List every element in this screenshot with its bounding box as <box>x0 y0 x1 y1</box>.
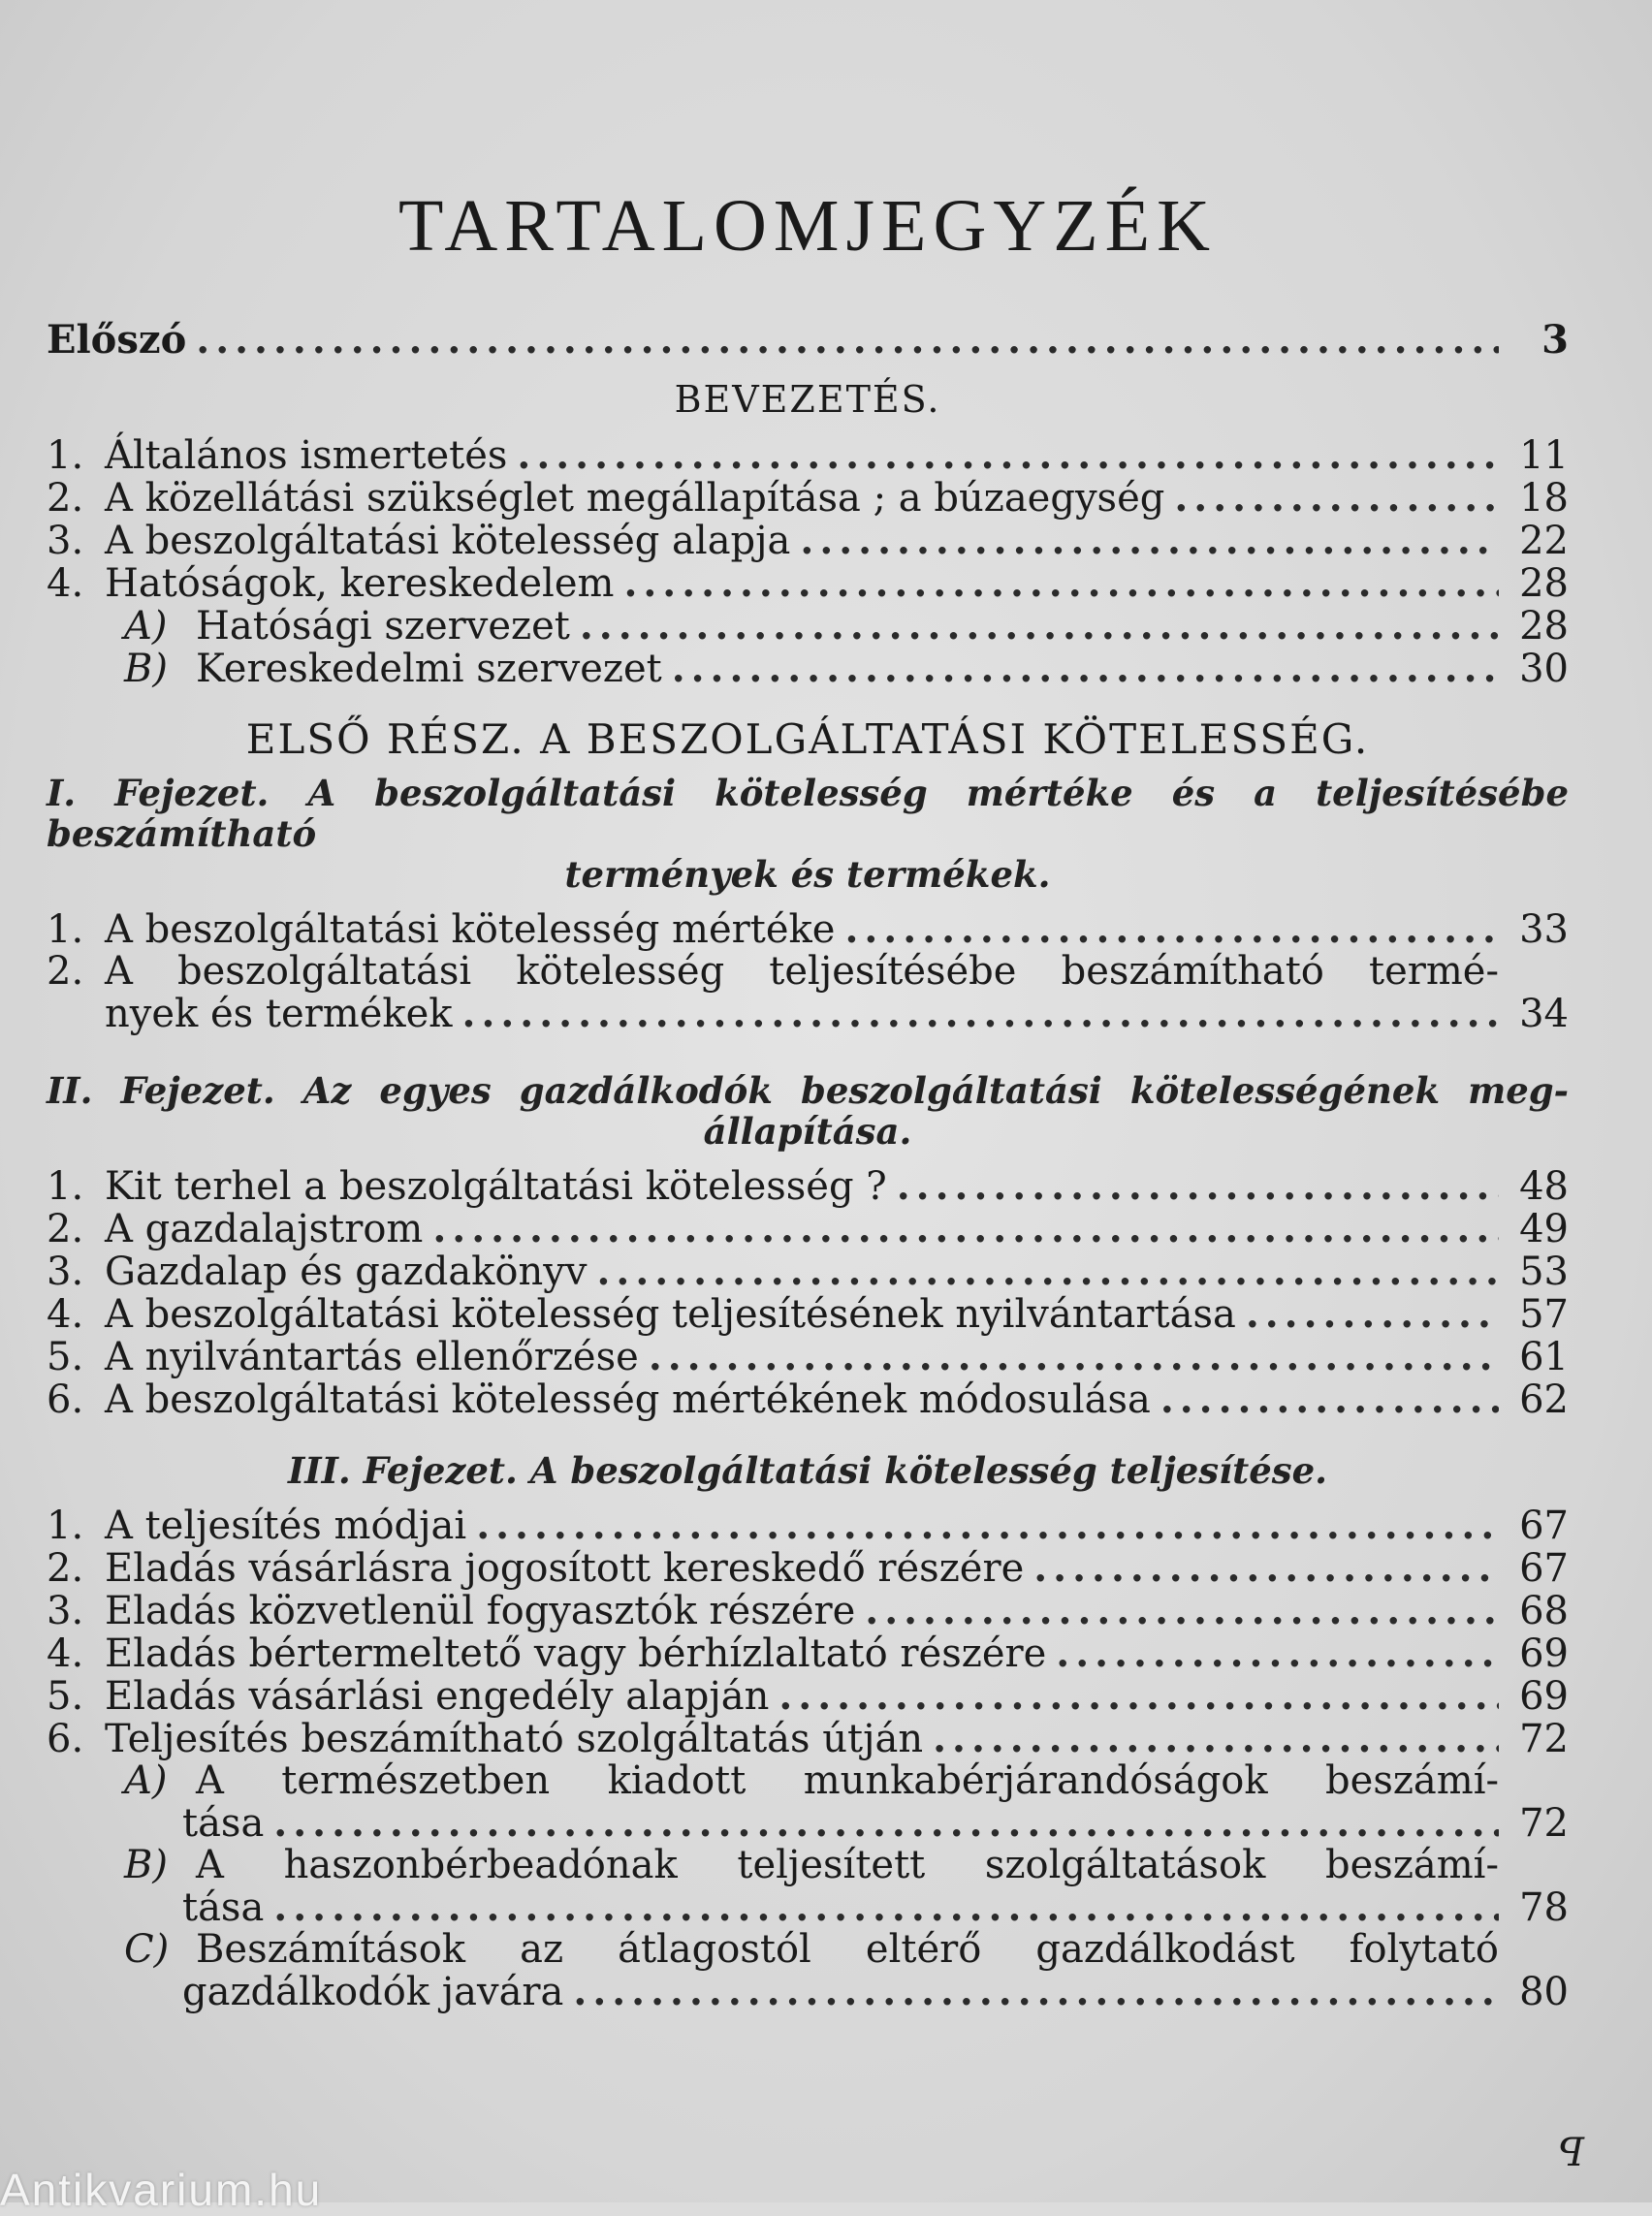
entry-number: 6. <box>47 1377 84 1422</box>
toc-entry <box>47 1336 1569 1378</box>
toc-entry <box>47 1293 1569 1336</box>
entry-page: 57 <box>1519 1292 1569 1337</box>
entry-number: 1. <box>47 1164 84 1209</box>
entry-label-continued: tása <box>182 1885 265 1930</box>
dot-leader <box>1056 1632 1499 1674</box>
chapter-title-line: termények és termékek. <box>564 853 1051 896</box>
toc-entry <box>47 908 1569 951</box>
entry-page: 67 <box>1519 1546 1569 1591</box>
entry-label: A természetben kiadott munkabérjárandóságok beszámí- <box>196 1758 1499 1803</box>
entry-page: 72 <box>1519 1717 1569 1761</box>
entry-page: 28 <box>1519 604 1569 649</box>
entry-page: 30 <box>1519 647 1569 691</box>
dot-leader <box>596 1250 1499 1292</box>
entry-page: 3 <box>1541 317 1569 363</box>
entry-number: 4. <box>47 1292 84 1337</box>
dot-leader <box>1246 1293 1499 1335</box>
toc-entry <box>47 1675 1569 1718</box>
entry-letter: B) <box>124 647 168 691</box>
dot-leader <box>1033 1547 1499 1589</box>
chapter-heading-3: III. Fejezet. A beszolgáltatási kötelesség teljesítése. <box>287 1449 1328 1492</box>
entry-number: 2. <box>47 949 84 994</box>
entry-label: Kit terhel a beszolgáltatási kötelesség ? <box>105 1164 887 1209</box>
entry-label: Gazdalap és gazdakönyv <box>105 1250 588 1294</box>
entry-page: 48 <box>1519 1164 1569 1209</box>
toc-subentry <box>47 605 1569 648</box>
entry-label: Hatósági szervezet <box>196 604 570 649</box>
entry-page: 33 <box>1519 907 1569 952</box>
section-heading-intro: BEVEZETÉS. <box>674 378 941 421</box>
dot-leader <box>432 1208 1499 1250</box>
entry-label: Hatóságok, kereskedelem <box>105 561 615 606</box>
dot-leader <box>844 908 1499 950</box>
toc-entry <box>47 1208 1569 1250</box>
entry-label: Eladás bértermeltető vagy bérhízlaltató részére <box>105 1631 1047 1676</box>
toc-entry <box>47 477 1569 520</box>
dot-leader <box>933 1718 1499 1759</box>
entry-page: 80 <box>1519 1970 1569 2014</box>
entry-page: 22 <box>1519 519 1569 563</box>
chapter-title-line: állapítása. <box>703 1110 912 1153</box>
toc-entry <box>47 434 1569 477</box>
entry-label: A beszolgáltatási kötelesség teljesítésébe beszámítható termé- <box>105 949 1499 994</box>
entry-page: 62 <box>1519 1377 1569 1422</box>
toc-entry <box>47 1250 1569 1293</box>
entry-label: Eladás vásárlásra jogosított kereskedő részére <box>105 1546 1025 1591</box>
entry-number: 4. <box>47 561 84 606</box>
entry-page: 69 <box>1519 1674 1569 1719</box>
dot-leader <box>196 319 1499 361</box>
entry-label: Eladás vásárlási engedély alapján <box>105 1674 770 1719</box>
entry-label: Teljesítés beszámítható szolgáltatás útján <box>105 1717 924 1761</box>
entry-label-continued: gazdálkodók javára <box>182 1970 564 2014</box>
entry-label: A gazdalajstrom <box>105 1207 424 1251</box>
entry-letter: C) <box>124 1927 170 1972</box>
entry-label-continued: nyek és termékek <box>105 992 453 1036</box>
entry-letter: A) <box>124 1758 168 1803</box>
chapter-heading-1 <box>47 773 1569 895</box>
dot-leader <box>1174 477 1499 519</box>
printer-mark: ꟼ <box>1558 2131 1584 2175</box>
entry-number: 3. <box>47 1589 84 1633</box>
toc-subentry <box>47 648 1569 690</box>
entry-letter: B) <box>124 1843 168 1887</box>
toc-entry <box>47 1378 1569 1421</box>
toc-entry <box>47 1718 1569 1760</box>
toc-entry <box>47 1504 1569 1547</box>
page-title: TARTALOMJEGYZÉK <box>398 185 1217 267</box>
toc-subentry-wrapped <box>47 1929 1569 2013</box>
toc-entry <box>47 1632 1569 1675</box>
dot-leader <box>1160 1378 1499 1420</box>
dot-leader <box>273 1886 1499 1928</box>
dot-leader <box>623 562 1499 604</box>
entry-page: 18 <box>1519 476 1569 521</box>
entry-label: A haszonbérbeadónak teljesített szolgáltatások beszámí- <box>196 1843 1499 1887</box>
entry-number: 6. <box>47 1717 84 1761</box>
chapter-heading-2 <box>47 1070 1569 1152</box>
dot-leader <box>865 1590 1499 1631</box>
entry-label: Eladás közvetlenül fogyasztók részére <box>105 1589 856 1633</box>
toc-subentry-wrapped <box>47 1845 1569 1929</box>
entry-page: 11 <box>1519 433 1569 478</box>
entry-label: A beszolgáltatási kötelesség alapja <box>105 519 791 563</box>
entry-page: 78 <box>1519 1885 1569 1930</box>
entry-label: A beszolgáltatási kötelesség teljesítésének nyilvántartása <box>105 1292 1236 1337</box>
table-of-contents <box>47 184 1569 2013</box>
toc-entry <box>47 1590 1569 1632</box>
entry-page: 53 <box>1519 1250 1569 1294</box>
toc-entry-wrapped <box>47 951 1569 1035</box>
entry-letter: A) <box>124 604 168 649</box>
entry-number: 5. <box>47 1674 84 1719</box>
dot-leader <box>273 1802 1499 1844</box>
dot-leader <box>672 648 1499 689</box>
entry-page: 61 <box>1519 1335 1569 1379</box>
entry-page: 67 <box>1519 1504 1569 1548</box>
toc-entry <box>47 1165 1569 1208</box>
entry-label: A teljesítés módjai <box>105 1504 467 1548</box>
dot-leader <box>800 520 1499 561</box>
entry-number: 1. <box>47 433 84 478</box>
entry-label: A beszolgáltatási kötelesség mértéke <box>105 907 836 952</box>
toc-entry <box>47 562 1569 605</box>
entry-number: 4. <box>47 1631 84 1676</box>
entry-page: 49 <box>1519 1207 1569 1251</box>
entry-page: 28 <box>1519 561 1569 606</box>
entry-page: 72 <box>1519 1801 1569 1846</box>
entry-number: 5. <box>47 1335 84 1379</box>
dot-leader <box>462 993 1499 1034</box>
dot-leader <box>517 434 1499 476</box>
entry-label-continued: tása <box>182 1801 265 1846</box>
dot-leader <box>649 1336 1499 1377</box>
watermark-text: Antikvarium.hu <box>0 2165 323 2215</box>
entry-number: 1. <box>47 1504 84 1548</box>
entry-label: A közellátási szükséglet megállapítása ; a búzaegység <box>105 476 1165 521</box>
entry-label: A beszolgáltatási kötelesség mértékének módosulása <box>105 1377 1151 1422</box>
chapter-title-line: I. Fejezet. A beszolgáltatási kötelesség mértéke és a teljesítésébe beszámítható <box>47 772 1569 855</box>
entry-number: 2. <box>47 476 84 521</box>
dot-leader <box>573 1971 1499 2012</box>
part-heading: ELSŐ RÉSZ. A BESZOLGÁLTATÁSI KÖTELESSÉG. <box>245 715 1370 763</box>
toc-entry <box>47 520 1569 562</box>
entry-number: 1. <box>47 907 84 952</box>
dot-leader <box>778 1675 1499 1717</box>
entry-label: Beszámítások az átlagostól eltérő gazdálkodást folytató <box>196 1927 1499 1972</box>
entry-page: 69 <box>1519 1631 1569 1676</box>
dot-leader <box>897 1165 1499 1207</box>
entry-number: 3. <box>47 519 84 563</box>
toc-entry <box>47 1547 1569 1590</box>
entry-number: 2. <box>47 1546 84 1591</box>
entry-number: 3. <box>47 1250 84 1294</box>
entry-page: 34 <box>1519 992 1569 1036</box>
entry-label: Általános ismertetés <box>105 433 508 478</box>
entry-label: A nyilvántartás ellenőrzése <box>105 1335 639 1379</box>
toc-subentry-wrapped <box>47 1760 1569 1845</box>
dot-leader <box>476 1504 1499 1546</box>
entry-label: Előszó <box>47 317 187 363</box>
chapter-title-line: II. Fejezet. Az egyes gazdálkodók beszolgáltatási kötelességének meg- <box>47 1069 1569 1112</box>
entry-label: Kereskedelmi szervezet <box>196 647 662 691</box>
entry-number: 2. <box>47 1207 84 1251</box>
dot-leader <box>580 605 1499 647</box>
toc-entry-preface <box>47 319 1569 361</box>
entry-page: 68 <box>1519 1589 1569 1633</box>
